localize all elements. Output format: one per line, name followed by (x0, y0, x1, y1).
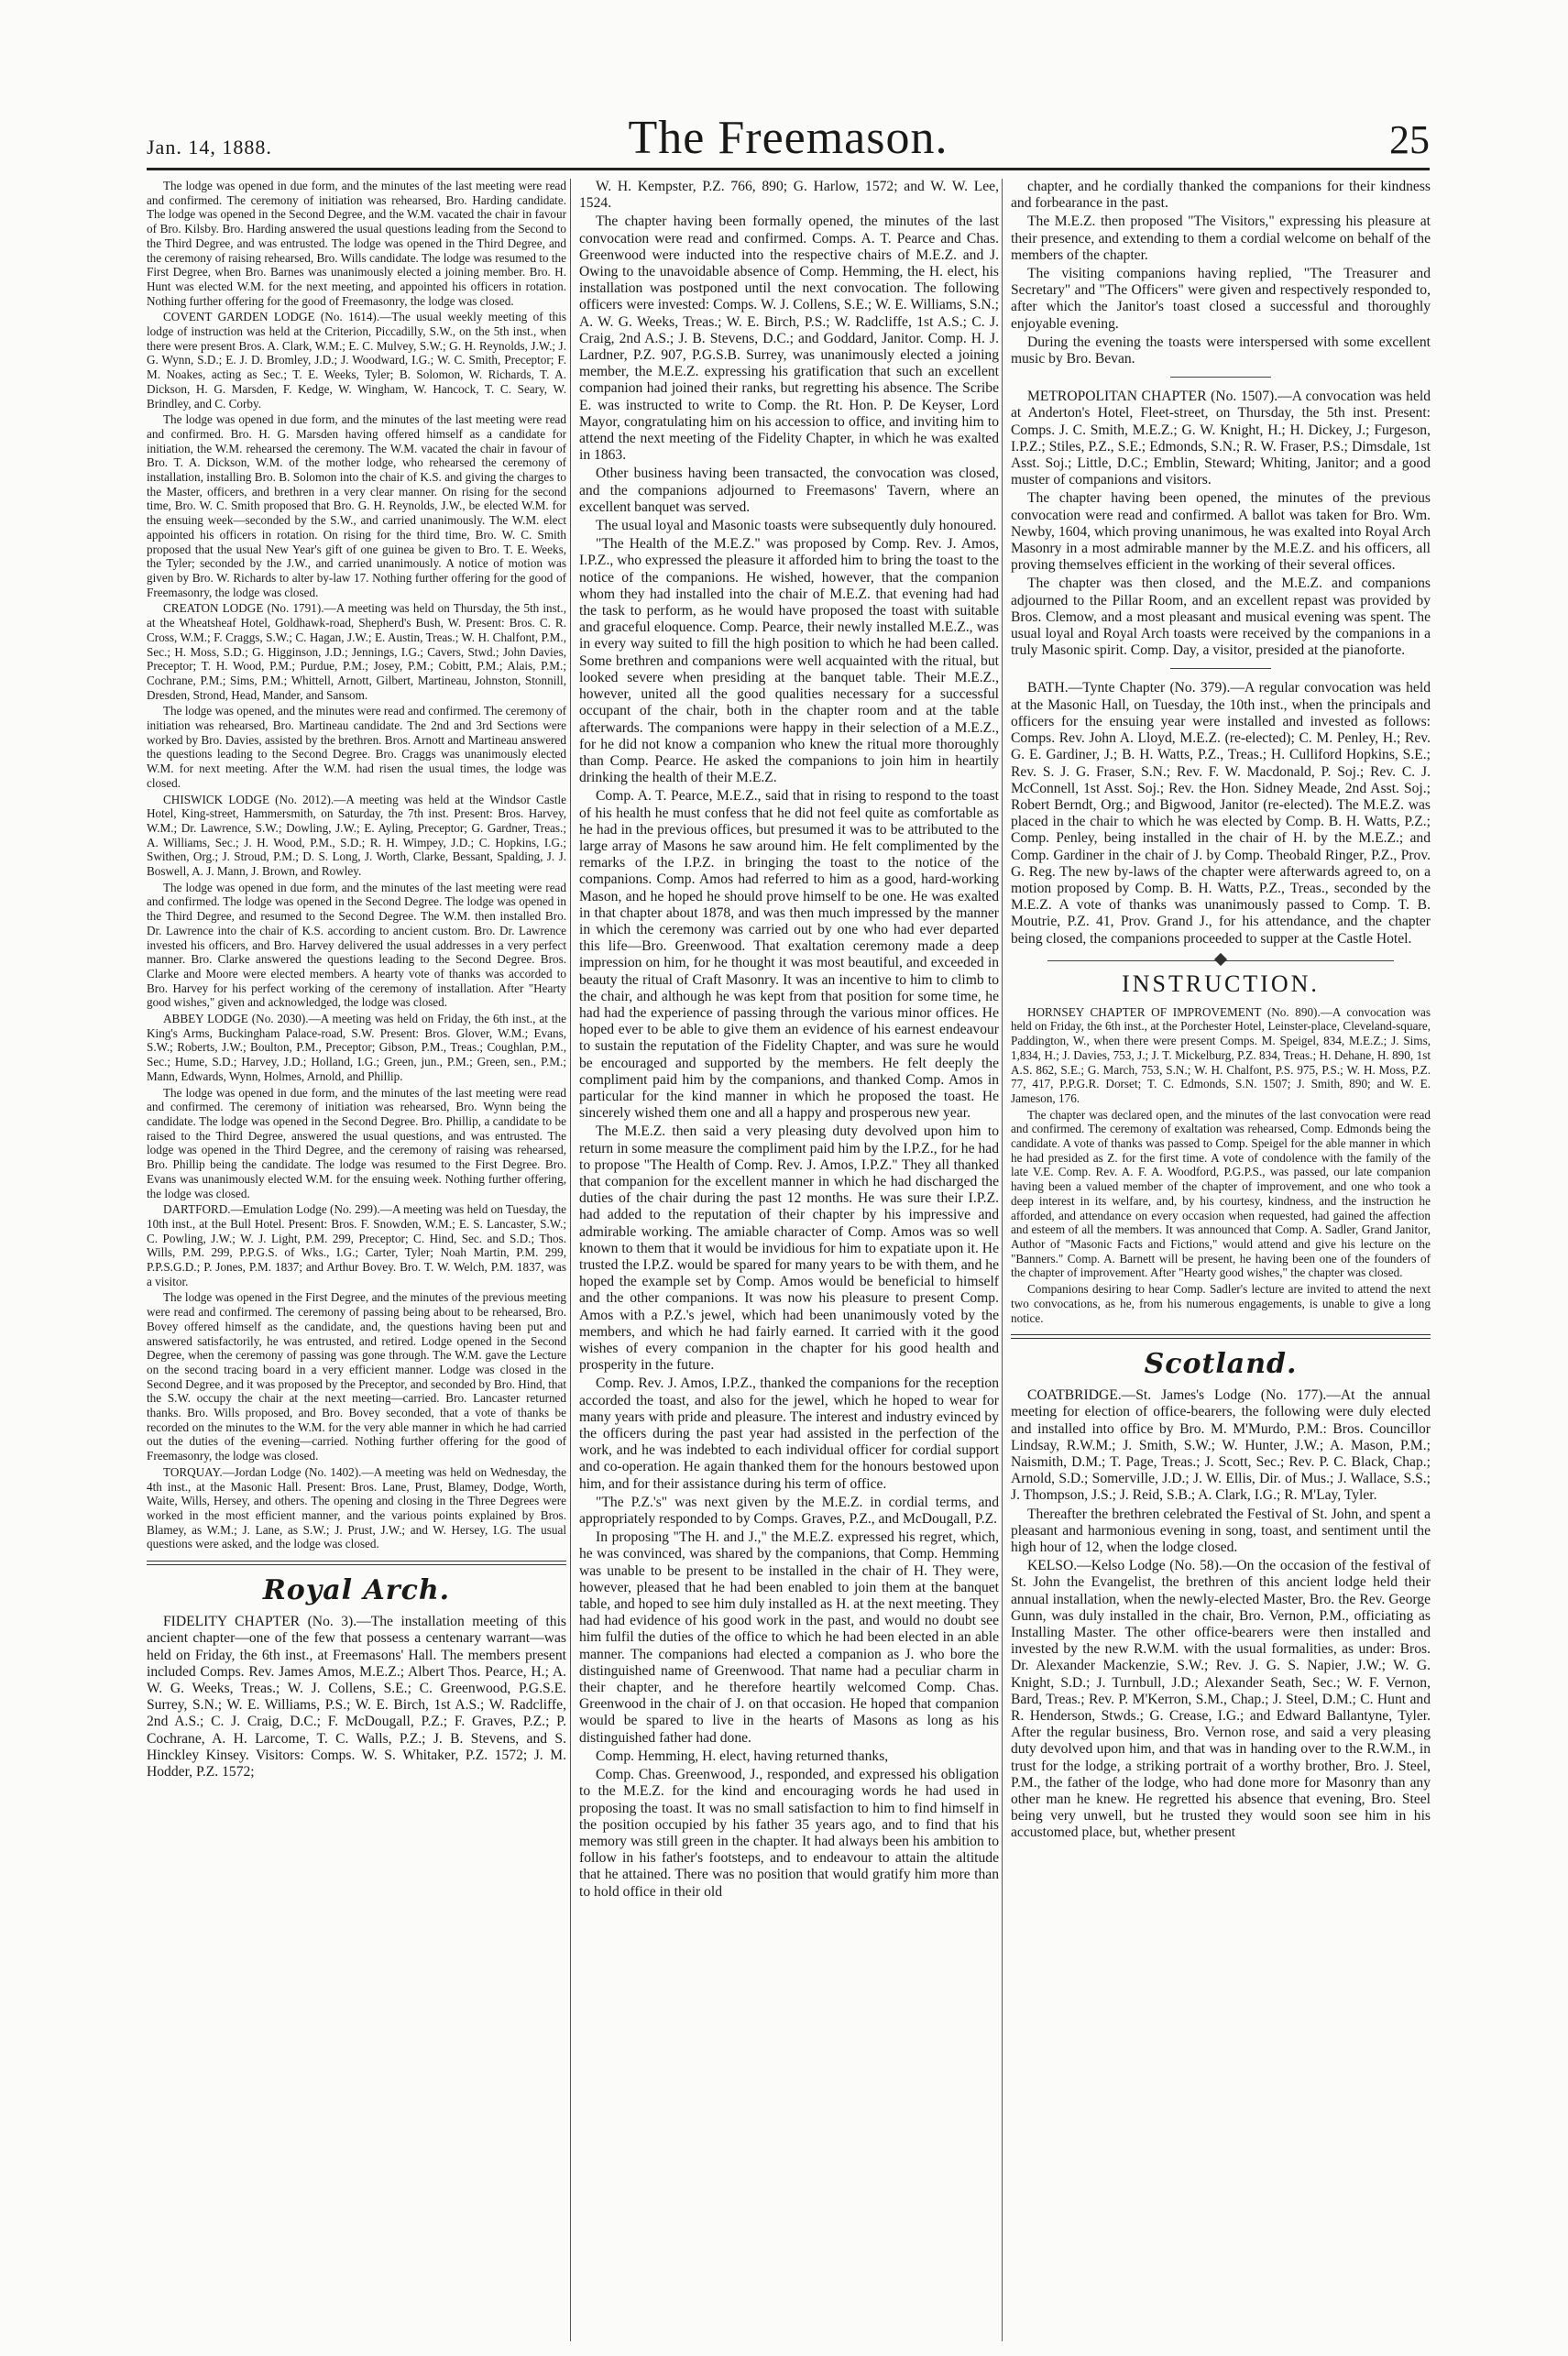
article-paragraph: KELSO.—Kelso Lodge (No. 58).—On the occasion of the festival of St. John the Evangelist, the brethren of this ancient lodge held their annual installation, when the newly-elected Master, Bro. the Rev. George Gunn, was duly installed in the chair, Bro. Vernon, P.M., officiating as Installing Master. The other office-bearers were then installed and invested by the new R.W.M. with the usual formalities, as under: Bros. Dr. Alexander Mackenzie, S.W.; Rev. J. G. S. Napier, J.W.; W. G. Knight, S.D.; J. Turnbull, J.D.; Alexander Seath, Sec.; W. F. Vernon, Bard, Treas.; Rev. P. M'Kerron, S.M., Chap.; J. Steel, D.M.; C. Hunt and R. Henderson, Stwds.; G. Crease, I.G.; and Edward Ballantyne, Tyler. After the regular business, Bro. Vernon rose, and said a very pleasing duty devolved upon him, and that was in handing over to the R.W.M., in trust for the lodge, a striking portrait of a worthy brother, Bro. J. Steel, P.M., the father of the lodge, who had done more for Masonry than any other man he knew. He regretted his absence that evening, Bro. Steel being very unwell, but he trusted they would soon see him in his accustomed place, but, whether present (1011, 1558, 1431, 1841)
article-rule (1170, 668, 1271, 669)
column-divider (570, 179, 571, 2341)
article-paragraph: Comp. Hemming, H. elect, having returned thanks, (596, 1748, 889, 1764)
article-paragraph: The lodge was opened, and the minutes were read and confirmed. The ceremony of initiation was rehearsed, Bro. Martineau candidate. The 2nd and 3rd Sections were worked by Bro. Davies, assisted by the brethren. Bros. Arnott and Martineau answered the questions leading to the Second Degree. Bro. Craggs was unanimously elected W.M. for next meeting. After the W.M. had risen the usual times, the lodge was closed. (147, 704, 566, 790)
article-paragraph: The lodge was opened in due form, and the minutes of the last meeting were read and confirmed. The ceremony of initiation was rehearsed, Bro. Harding candidate. The lodge was opened in the Second Degree, and the W.M. vacated the chair in favour of Bro. Kilsby. Bro. Harding answered the usual questions leading from the Second to the Third Degree, and was entrusted. The lodge was opened in the Third Degree, and the ceremony of raising rehearsed, Bro. Wills candidate. The lodge was resumed to the First Degree, when Bro. Barnes was unanimously elected a joining member. Bro. H. Hunt was elected W.M. for the next meeting, and appointed his officers in rotation. Nothing further offering for the good of Freemasonry, the lodge was closed. (147, 179, 566, 308)
lodge-reports (147, 179, 566, 1551)
instruction-heading: INSTRUCTION. (1122, 970, 1320, 997)
article-paragraph: ABBEY LODGE (No. 2030).—A meeting was held on Friday, the 6th inst., at the King's Arms, Buckingham Palace-road, S.W. Present: Bros. Glover, W.M.; Evans, S.W.; Roberts, J.W.; Boulton, P.M., Preceptor; Gibson, P.M., Treas.; Coughlan, P.M., Sec.; Hume, S.D.; Harvey, J.D.; Holland, I.G.; Green, jun., P.M.; Green, sen., P.M.; Mann, Edwards, Wynn, Holmes, Arnold, and Phillip. (147, 1012, 566, 1083)
article-paragraph: CHISWICK LODGE (No. 2012).—A meeting was held at the Windsor Castle Hotel, King-street, Hammersmith, on Saturday, the 7th inst. Present: Bros. Harvey, W.M.; Dr. Lawrence, S.W.; Dowling, J.W.; E. Ayling, Preceptor; G. Gardner, Treas.; A. Williams, Sec.; J. H. Wood, P.M., S.D.; R. H. Wimpey, J.D.; C. Hopkins, I.G.; Swithen, Org.; J. Stroud, P.M.; D. S. Long, J. Worth, Clarke, Bessant, Spalding, J. J. Boswell, A. J. Mann, J. Brown, and Rowley. (147, 792, 566, 879)
column-3 (1011, 179, 1431, 2341)
fidelity-chapter-continued (579, 179, 999, 1901)
column-2 (579, 179, 999, 2341)
article-paragraph: METROPOLITAN CHAPTER (No. 1507).—A convocation was held at Anderton's Hotel, Fleet-street, on Thursday, the 5th inst. Present: Comps. J. C. Smith, M.E.Z.; G. W. Knight, H.; H. Dickey, J.; Furgeson, I.P.Z.; Stiles, P.Z., S.E.; Edmonds, S.N.; R. W. Fraser, P.S.; Dimsdale, 1st Asst. Soj.; Little, D.C.; Emblin, Steward; Whiting, Janitor; and a good muster of companions and visitors. (1011, 389, 1431, 488)
article-paragraph: COATBRIDGE.—St. James's Lodge (No. 177).—At the annual meeting for election of office-bearers, the following were duly elected and installed into office by Bro. M. M'Murdo, P.M.: Bros. Councillor Lindsay, R.W.M.; J. Smith, S.W.; W. Hunter, J.W.; A. Mason, P.M.; Naismith, D.M.; T. Page, Treas.; J. Scott, Sec.; Rev. P. C. Black, Chap.; Arnold, S.D.; Somerville, J.D.; J. W. Ellis, Dir. of Mus.; J. Wallace, S.S.; J. Thompson, J.S.; J. Reid, S.B.; A. Clark, I.G.; R. M'Lay, Tyler. (1011, 1387, 1431, 1504)
masthead (147, 108, 1430, 165)
column-1 (147, 179, 566, 2341)
article-paragraph: During the evening the toasts were interspersed with some excellent music by Bro. Bevan. (1011, 334, 1431, 367)
metropolitan-chapter-report (1011, 389, 1431, 659)
article-rule (1170, 377, 1271, 378)
masthead-rule (147, 168, 1430, 170)
article-paragraph: "The P.Z.'s" was next given by the M.E.Z. in cordial terms, and appropriately responded to by Comps. Graves, P.Z., and McDougall, P.Z. (579, 1494, 999, 1528)
article-paragraph: The chapter was then closed, and the M.E.Z. and companions adjourned to the Pillar Room, and an excellent repast was provided by Bros. Clemow, and a most pleasant and musical evening was spent. The usual loyal and Royal Arch toasts were received by the companions in a truly Masonic spirit. Comp. Day, a visitor, presided at the pianoforte. (1011, 575, 1431, 659)
article-paragraph: W. H. Kempster, P.Z. 766, 890; G. Harlow, 1572; and W. W. Lee, 1524. (579, 179, 999, 212)
section-rule (147, 1561, 566, 1565)
article-paragraph: Comp. Chas. Greenwood, J., responded, and expressed his obligation to the M.E.Z. for the kind and encouraging words he had used in proposing the toast. It was no small satisfaction to him to find himself in the position occupied by his father 35 years ago, and to find that his memory was still green in the chapter. It had always been his ambition to follow in his father's footsteps, and to endeavour to attain the altitude that he attained. There was no position that would gratify him more than to hold office in their old (579, 1767, 999, 1900)
section-rule (1011, 1334, 1431, 1339)
article-paragraph: The chapter was declared open, and the minutes of the last convocation were read and confirmed. The ceremony of exaltation was rehearsed, Comp. Edmonds being the candidate. A vote of thanks was passed to Comp. Speigel for the able manner in which he had presided as Z. for the first time. A vote of condolence with the family of the late V.E. Comp. Rev. A. F. A. Woodford, P.G.P.S., was passed, our late companion having been a valued member of the chapter of improvement, and one who took a deep interest in its welfare, and, by his courtesy, kindness, and the instruction he afforded, and attendance on every occasion when requested, had gained the affection and esteem of all the members. It was announced that Comp. A. Sadler, Grand Janitor, Author of "Masonic Facts and Fictions," would attend and give his lecture on the "Banners." Comp. A. Barnett will be present, he having been one of the founders of the chapter of improvement. After "Hearty good wishes," the chapter was closed. (1011, 1107, 1431, 1280)
ornamental-rule (1047, 960, 1394, 961)
article-paragraph: Thereafter the brethren celebrated the Festival of St. John, and spent a pleasant and harmonious evening in song, toast, and sentiment until the high hour of 12, when the lodge closed. (1011, 1506, 1431, 1556)
article-paragraph: "The Health of the M.E.Z." was proposed by Comp. Rev. J. Amos, I.P.Z., who expressed the pleasure it afforded him to bring the toast to the notice of the companions. He wished, however, that the companion whom they had installed into the chair of M.E.Z. that evening had had the task to perform, as he would have proposed the toast with suitable and graceful eloquence. Comp. Pearce, their newly installed M.E.Z., was in every way suited to fill the high position to which he had been called. Some brethren and companions were well acquainted with the ritual, but looked severe when presiding at the banquet table. Their M.E.Z., however, united all the good qualities necessary for a successful occupant of the chair, both in the chapter room and at the table afterwards. The companions were happy in their selection of a M.E.Z., for he did not know a companion who knew the ritual more thoroughly than Comp. Pearce. He asked the companions to join him in heartily drinking the health of their M.E.Z. (579, 536, 999, 786)
article-paragraph: The lodge was opened in due form, and the minutes of the last meeting were read and confirmed. Bro. H. G. Marsden having offered himself as a candidate for initiation, the W.M. rehearsed the ceremony. The W.M. vacated the chair in favour of Bro. T. A. Dickson, W.M. of the mother lodge, who rehearsed the ceremony of installation, installing Bro. B. Solomon into the chair of K.S. and giving the charges to the Master, officers, and brethren in a very clear manner. On rising for the second time, Bro. W. C. Smith proposed that Bro. G. H. Reynolds, J.W., be elected W.M. for the ensuing week—seconded by the S.W., and carried unanimously. The W.M. elect appointed his officers in rotation. On rising for the third time, Bro. W. C. Smith proposed that the usual New Year's gift of one guinea be given to Bro. T. E. Weeks, the Tyler; seconded by the J.W., and carried unanimously. A notice of motion was given by Bro. W. Richards to alter by-law 17. Nothing further offering for the good of Freemasonry, the lodge was closed. (147, 412, 566, 599)
article-paragraph: COVENT GARDEN LODGE (No. 1614).—The usual weekly meeting of this lodge of instruction was held at the Criterion, Piccadilly, S.W., on the 5th inst., when there were present Bros. A. Clark, W.M.; E. C. Mulvey, S.W.; G. H. Reynolds, J.W.; J. G. Wynn, S.D.; E. J. D. Bromley, J.D.; J. Woodward, I.G.; W. C. Smith, Preceptor; F. M. Noakes, acting as Sec.; T. E. Weeks, Tyler; B. Solomon, W. Richards, T. A. Dickson, H. G. Marsden, F. Kedge, W. Wingham, W. Hancock, T. C. Seary, W. Brindley, and C. Corby. (147, 310, 566, 411)
article-paragraph: HORNSEY CHAPTER OF IMPROVEMENT (No. 890).—A convocation was held on Friday, the 6th inst., at the Porchester Hotel, Leinster-place, Cleveland-square, Paddington, W., when there were present Comps. M. Speigel, 834, M.E.Z.; J. Sims, 1,834, H.; J. Davies, 753, J.; J. T. Mickelburg, P.Z. 834, Treas.; H. Dehane, H. 890, 1st A.S. 862, S.E.; G. March, 753, S.N.; W. H. Chalfont, P.S. 975, P.S.; W. H. Moss, P.Z. 77, 417, P.P.G.R. Dorset; T. C. Edmonds, S.N. 1507; J. Smith, 890; and W. E. Jameson, 176. (1011, 1004, 1431, 1105)
article-paragraph: The chapter having been opened, the minutes of the previous convocation were read and confirmed. A ballot was taken for Bro. Wm. Newby, 1604, which proving unanimous, he was exalted into Royal Arch Masonry in a most admirable manner by the M.E.Z. and his officers, all proving themselves efficient in the working of their several offices. (1011, 490, 1431, 574)
royal-arch-heading: Royal Arch. (262, 1574, 451, 1607)
article-paragraph: The usual loyal and Masonic toasts were subsequently duly honoured. (596, 518, 997, 534)
article-paragraph: The M.E.Z. then proposed "The Visitors," expressing his pleasure at their presence, and extending to them a cordial welcome on behalf of the members of the chapter. (1011, 214, 1431, 263)
article-paragraph: chapter, and he cordially thanked the companions for their kindness and forbearance in the past. (1011, 179, 1431, 212)
article-paragraph: The chapter having been formally opened, the minutes of the last convocation were read and confirmed. Comps. A. T. Pearce and Chas. Greenwood were inducted into the respective chairs of M.E.Z. and J. Owing to the unavoidable absence of Comp. Hemming, the H. elect, his installation was postponed until the next convocation. The following officers were invested: Comps. W. J. Collens, S.E.; W. E. Williams, S.N.; A. W. G. Weeks, Treas.; W. E. Birch, P.S.; W. Radcliffe, 1st A.S.; C. J. Craig, 2nd A.S.; J. B. Stevens, D.C.; and Goddard, Janitor. Comp. H. J. Lardner, P.Z. 907, P.G.S.B. Surrey, was unanimously elected a joining member, the M.E.Z. expressing his gratification that such an excellent companion had joined their ranks, but regretting his absence. The Scribe E. was instructed to write to Comp. the Rt. Hon. P. De Keyser, Lord Mayor, congratulating him on his accession to office, and inviting him to attend the next meeting of the Fidelity Chapter, in which he was exalted in 1863. (579, 214, 999, 464)
article-paragraph: FIDELITY CHAPTER (No. 3).—The installation meeting of this ancient chapter—one of the few that possess a centenary warrant—was held on Friday, the 6th inst., at Freemasons' Hall. The members present included Comps. Rev. James Amos, M.E.Z.; Albert Thos. Pearce, H.; A. W. G. Weeks, Treas.; W. J. Collens, S.E.; C. Greenwood, P.G.S.E. Surrey, S.N.; W. E. Williams, P.S.; W. E. Birch, 1st A.S.; W. Radcliffe, 2nd A.S.; C. J. Craig, D.C.; F. McDougall, P.Z.; F. Graves, P.Z.; P. Cochrane, A. H. Larcome, T. C. Walls, P.Z.; J. B. Stevens, and S. Hinckley Kinsey. Visitors: Comps. W. S. Whitaker, P.Z. 1572; J. M. Hodder, P.Z. 1572; (147, 1614, 566, 1780)
scotland-heading: Scotland. (1144, 1348, 1298, 1381)
article-paragraph: Companions desiring to hear Comp. Sadler's lecture are invited to attend the next two convocations, as he, from his numerous engagements, is unable to give a long notice. (1011, 1282, 1431, 1325)
bath-tynte-chapter-report (1011, 680, 1431, 947)
article-paragraph: Comp. A. T. Pearce, M.E.Z., said that in rising to respond to the toast of his health he must confess that he did not feel quite as comfortable as he had in the previous offices, but presumed it was to be attributed to the large array of Masons he saw around him. He felt complimented by the remarks of the I.P.Z. in bringing the toast to the notice of the companions. Comp. Amos had referred to him as a good, hard-working Mason, and he hoped he should prove himself to be one. He was exalted in that chapter about 1878, and was then much impressed by the manner in which the ceremony was carried out by one who had ever departed this life—Bro. Greenwood. That exaltation ceremony made a deep impression on him, for he thought it was most beautiful, and exceeded in beauty the ritual of Craft Masonry. It was an incentive to him to climb to the chair, and although he was kept from that position for some time, he had had the experience of passing through the various minor offices. He hoped ever to be able to give them an evidence of his earnest endeavour to sustain the reputation of the Fidelity Chapter, and was sure he would be encouraged and supported by the members. He felt deeply the compliment paid him by the companions, and thanked Comp. Amos in particular for the kind manner in which he proposed the toast. He sincerely wished them one and all a happy and prosperous new year. (579, 788, 999, 1122)
article-paragraph: The lodge was opened in due form, and the minutes of the last meeting were read and confirmed. The ceremony of initiation was rehearsed, Bro. Wynn being the candidate. The lodge was opened in the Second Degree. Bro. Phillip, a candidate to be raised to the Third Degree, answered the usual questions, and was entrusted. The lodge was opened in the Third Degree, and the ceremony of raising was rehearsed, Bro. Phillip being the candidate. The lodge was resumed to the First Degree. Bro. Evans was unanimously elected W.M. for the ensuing week. Nothing further offering, the lodge was closed. (147, 1085, 566, 1200)
issue-date: Jan. 14, 1888. (147, 136, 272, 159)
article-paragraph: CREATON LODGE (No. 1791).—A meeting was held on Thursday, the 5th inst., at the Wheatsheaf Hotel, Goldhawk-road, Shepherd's Bush, W. Present: Bros. C. R. Cross, W.M.; F. Craggs, S.W.; C. Hagan, J.W.; E. Austin, Treas.; W. H. Chalfont, P.M., Sec.; H. Moss, S.D.; G. Higginson, J.D.; Jennings, I.G.; Cavers, Stwd.; John Davies, Preceptor; T. H. Wood, P.M.; Purdue, P.M.; Josey, P.M.; Cobitt, P.M.; Alais, P.M.; Cochrane, P.M.; Sims, P.M.; Whittell, Arnott, Gilbert, Martineau, Johnston, Stonnill, Dresden, Strond, Head, Mander, and Sansom. (147, 601, 566, 702)
article-paragraph: In proposing "The H. and J.," the M.E.Z. expressed his regret, which, he was convinced, was shared by the companions, that Comp. Hemming was unable to be present to be installed in the chair of H. They were, however, pleased that he had been enabled to join them at the banquet table, and hoped to see him duly installed as H. at the next meeting. They had had evidence of his good work in the past, and would no doubt see him fulfil the duties of the office to which he had been elected in an able manner. The companions had elected a companion as J. who bore the distinguished name of Greenwood. That name had a peculiar charm in their chapter, and he therefore heartily welcomed Comp. Chas. Greenwood in the chair of J. on that occasion. He hoped that companion would be spared to live in the hearts of Masons as long as his distinguished father had done. (579, 1529, 999, 1746)
article-paragraph: The visiting companions having replied, "The Treasurer and Secretary" and "The Officers" were given and respectively responded to, after which the Janitor's toast closed a successful and thoroughly enjoyable evening. (1011, 266, 1431, 332)
article-paragraph: Comp. Rev. J. Amos, I.P.Z., thanked the companions for the reception accorded the toast, and also for the jewel, which he hoped to wear for many years with pride and pleasure. The interest and industry evinced by the officers during the past year had assisted in the perfection of the work, and he was indebted to each individual officer for cordial support and co-operation. He again thanked them for the honours bestowed upon him, and for their assistance during his term of office. (579, 1375, 999, 1492)
article-paragraph: DARTFORD.—Emulation Lodge (No. 299).—A meeting was held on Tuesday, the 10th inst., at the Bull Hotel. Present: Bros. F. Snowden, W.M.; E. S. Lancaster, S.W.; C. Powling, J.W.; W. J. Light, P.M. 299, Preceptor; C. Hind, Sec. and S.D.; Thos. Wills, P.M. 299, P.P.G.S. of Wks., I.G.; Carter, Tyler; Noah Martin, P.M. 299, P.P.S.G.D.; P. Jones, P.M. 1837; and Arthur Bovey. Bro. T. W. Welch, P.M. 1837, was a visitor. (147, 1202, 566, 1288)
article-paragraph: TORQUAY.—Jordan Lodge (No. 1402).—A meeting was held on Wednesday, the 4th inst., at the Masonic Hall. Present: Bros. Lane, Prust, Blamey, Dodge, Worth, Waite, Wills, Hersey, and others. The opening and closing in the Three Degrees were worked in the most efficient manner, and the various points explained by Bros. Blamey, as W.M.; J. Lane, as S.W.; J. Prust, J.W.; and W. Hersey, I.G. The usual questions were asked, and the lodge was closed. (147, 1464, 566, 1551)
scotland-reports (1011, 1387, 1431, 1841)
fidelity-chapter-conclusion (1011, 179, 1431, 367)
newspaper-title: The Freemason. (628, 112, 948, 164)
page-number: 25 (1389, 117, 1430, 162)
hornsey-chapter-report (1011, 1005, 1431, 1325)
column-divider (1002, 179, 1003, 2341)
article-paragraph: BATH.—Tynte Chapter (No. 379).—A regular convocation was held at the Masonic Hall, on Tuesday, the 10th inst., when the principals and officers for the ensuing year were installed and invested as follows: Comps. Rev. John A. Lloyd, M.E.Z. (re-elected); C. M. Penley, H.; Rev. G. E. Gardiner, J.; B. H. Watts, P.Z., Treas.; H. Culliford Hopkins, S.E.; Rev. S. J. G. Fraser, S.N.; Rev. F. W. Macdonald, P. Soj.; Rev. C. J. McConnell, 1st Asst. Soj.; Rev. the Hon. Sidney Meade, 2nd Asst. Soj.; Robert Berndt, Org.; and Bigwood, Janitor (re-elected). The M.E.Z. was placed in the chair to which he was elected by Comp. B. H. Watts, P.Z.; Comp. Penley, being installed in the chair of H. by the M.E.Z.; and Comp. Gardiner in the chair of J. by Comp. Theobald Ringer, P.Z., Prov. G. Reg. The new by-laws of the chapter were afterwards agreed to, on a motion proposed by Comp. B. H. Watts, P.Z., Treas., seconded by the M.E.Z. A vote of thanks was unanimously passed to Comp. T. B. Moutrie, P.Z. 41, Prov. Grand J., for his attendance, and the chapter being closed, the companions proceeded to supper at the Castle Hotel. (1011, 680, 1431, 947)
article-paragraph: The M.E.Z. then said a very pleasing duty devolved upon him to return in some measure the compliment paid him by the I.P.Z., for he had to propose "The Health of Comp. Rev. J. Amos, I.P.Z." They all thanked that companion for the excellent manner in which he had discharged the duties of the chair during the past 12 months. He was sure their I.P.Z. had added to the reputation of their chapter by his impressive and admirable working. The amiable character of Comp. Amos was so well known to them that it would be invidious for him to expatiate upon it. He trusted the I.P.Z. would be spared for many years to be with them, and he hoped the example set by Comp. Amos would be beneficial to himself and the other companions. It was now his pleasure to present Comp. Amos with a P.Z.'s jewel, which had been unanimously voted by the members, and which he had fairly earned. It carried with it the good wishes of every companion in the chapter for his good health and prosperity in the future. (579, 1123, 999, 1374)
article-paragraph: Other business having been transacted, the convocation was closed, and the companions adjourned to Freemasons' Tavern, where an excellent banquet was served. (579, 466, 999, 515)
article-paragraph: The lodge was opened in the First Degree, and the minutes of the previous meeting were read and confirmed. The ceremony of passing being about to be rehearsed, Bro. Bovey offered himself as the candidate, and, the questions having been put and answered satisfactorily, he was entrusted, and retired. Lodge opened in the Second Degree, when the ceremony of passing was gone through. The W.M. gave the Lecture on the second tracing board in a very efficient manner. Lodge was closed in the Second Degree, and it was proposed by the Preceptor, and seconded by Bro. Hind, that the S.W. occupy the chair at the next meeting—carried. Bro. Lancaster returned thanks. Bro. Wills proposed, and Bro. Bovey seconded, that a vote of thanks be recorded on the minutes to the W.M. for the very able manner in which he had carried out the duties of the evening—carried. Nothing further offering for the good of Freemasonry, the lodge was closed. (147, 1290, 566, 1463)
article-paragraph: The lodge was opened in due form, and the minutes of the last meeting were read and confirmed. The lodge was opened in the Second Degree. The lodge was opened in the Third Degree, and resumed to the Second Degree. The W.M. then installed Bro. Dr. Lawrence into the chair of K.S. according to ancient custom. Bro. Dr. Lawrence invested his officers, and Bro. Harvey delivered the usual addresses in a very perfect manner. Bro. Clarke answered the questions leading to the Second Degree. Bros. Clarke and Moore were elected members. A hearty vote of thanks was accorded to Bro. Harvey for his perfect working of the ceremony of installation. After "Hearty good wishes," given and acknowledged, the lodge was closed. (147, 880, 566, 1010)
fidelity-chapter-report (147, 1614, 566, 1781)
